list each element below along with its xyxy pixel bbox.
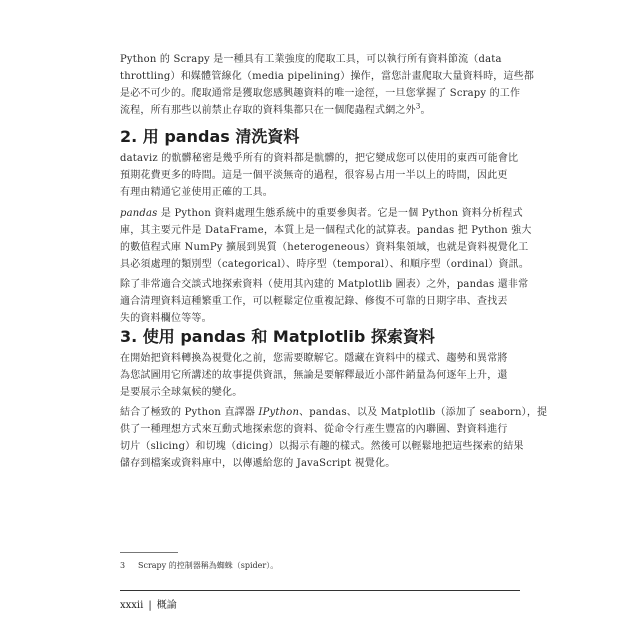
footnote-text: Scrapy 的控制器稱為蜘蛛（spider）。	[138, 561, 279, 570]
text-line: 除了非常適合交談式地探索資料（使用其內建的 Matplotlib 圖表）之外，pandas 還非常	[120, 279, 529, 290]
intro-paragraph	[120, 51, 535, 119]
text-line: 供了一種理想方式來互動式地探索您的資料、從命令行產生豐富的內聯圖、對資料進行	[120, 424, 508, 435]
section2-paragraph-3	[120, 276, 529, 327]
text-line: 的數值程式庫 NumPy 擴展到異質（heterogeneous）資料集領域，也就是資料視覺化工	[120, 242, 529, 253]
text-segment: 。	[420, 105, 431, 116]
section-heading-3: 3. 使用 pandas 和 Matplotlib 探索資料	[120, 327, 435, 346]
text-line	[120, 205, 523, 222]
text-segment: 結合了極致的 Python 直譯器	[120, 407, 259, 418]
section3-paragraph-2	[120, 404, 548, 472]
footnote-number: 3	[120, 561, 126, 570]
section2-paragraph-2	[120, 205, 532, 273]
text-line: 預期花費更多的時間。這是一個平淡無奇的過程，很容易占用一半以上的時間，因此更	[120, 170, 508, 181]
text-line: 切片（slicing）和切塊（dicing）以揭示有趣的樣式。然後可以輕鬆地把這些探索的結果	[120, 441, 524, 452]
section2-paragraph-1	[120, 150, 520, 201]
page-footer	[120, 596, 177, 611]
text-segment: 、pandas、以及 Matplotlib（添加了 seaborn），提	[299, 407, 548, 418]
text-line: 適合清理資料這種繁重工作，可以輕鬆定位重複記錄、修復不可靠的日期字串、查找丟	[120, 296, 508, 307]
text-line	[120, 102, 520, 119]
section-heading-2: 2. 用 pandas 清洗資料	[120, 127, 300, 146]
footer-divider	[120, 590, 520, 591]
text-line	[120, 404, 548, 421]
text-line: 失的資料欄位等等。	[120, 313, 212, 324]
text-line: 是必不可少的。爬取通常是獲取您感興趣資料的唯一途徑，一旦您掌握了 Scrapy 的工作	[120, 88, 521, 99]
text-line: dataviz 的骯髒秘密是幾乎所有的資料都是骯髒的，把它變成您可以使用的東西可能會比	[120, 153, 519, 164]
italic-term: pandas	[120, 208, 158, 219]
page-number: xxxii	[120, 600, 144, 611]
text-line: 儲存到檔案或資料庫中，以傳遞給您的 JavaScript 視覺化。	[120, 458, 396, 469]
italic-term: IPython	[258, 407, 300, 418]
text-line: 在開始把資料轉換為視覺化之前，您需要瞭解它。隱藏在資料中的樣式、趨勢和異常將	[120, 353, 508, 364]
section3-paragraph-1	[120, 350, 520, 401]
text-line: throttling）和媒體管線化（media pipelining）操作，當您計畫爬取大量資料時，這些都	[120, 71, 535, 82]
text-line: Python 的 Scrapy 是一種具有工業強度的爬取工具，可以執行所有資料節流（data	[120, 54, 502, 65]
text-segment: 是 Python 資料處理生態系統中的重要參與者。它是一個 Python 資料分析程式	[157, 208, 523, 219]
footer-separator: |	[148, 600, 152, 611]
text-line: 是要展示全球氣候的變化。	[120, 387, 243, 398]
footnote	[120, 560, 278, 571]
text-line: 有理由精通它並使用正確的工具。	[120, 187, 273, 198]
text-line: 為您試圖用它所講述的故事提供資訊，無論是要解釋最近小部件銷量為何逐年上升，還	[120, 370, 508, 381]
footnote-divider	[120, 552, 178, 553]
text-line: 具必須處理的類別型（categorical）、時序型（temporal）、和順序型（ordinal）資訊。	[120, 259, 530, 270]
chapter-name: 概論	[156, 600, 177, 611]
footnote-reference: 3	[415, 102, 421, 111]
text-segment: 流程，所有那些以前禁止存取的資料集都只在一個爬蟲程式網之外	[120, 105, 416, 116]
text-line: 庫，其主要元件是 DataFrame，本質上是一個程式化的試算表。pandas 把 Python 強大	[120, 225, 532, 236]
